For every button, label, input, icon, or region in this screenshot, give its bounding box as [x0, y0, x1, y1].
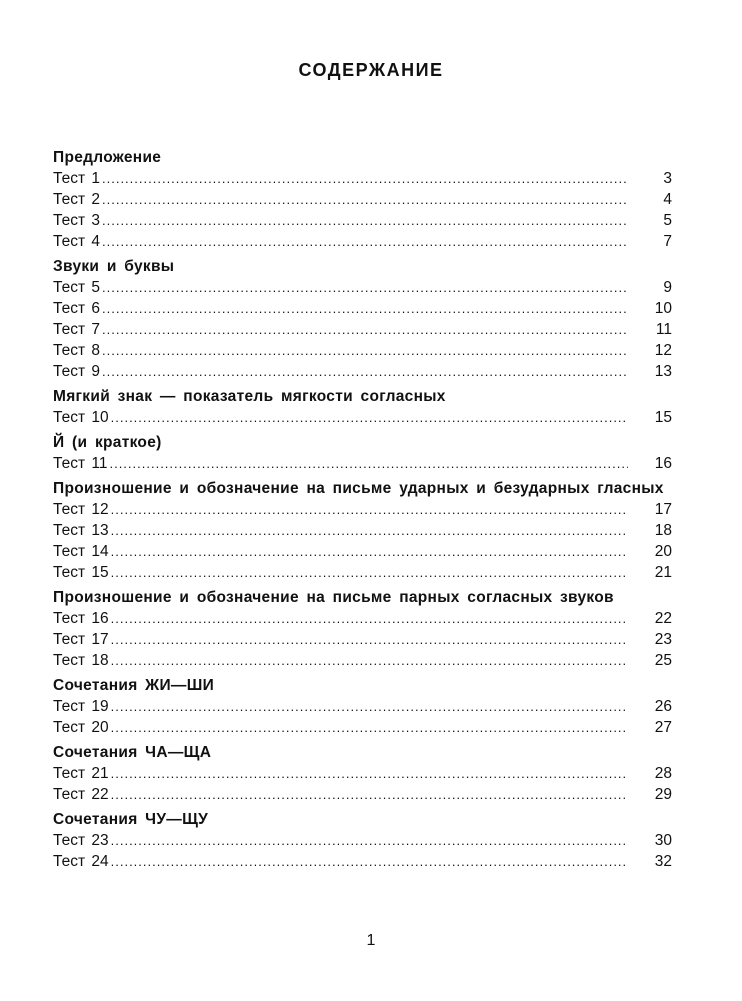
dot-leader	[102, 340, 628, 361]
toc-entry[interactable]	[53, 520, 672, 541]
entry-page-number: 21	[654, 564, 672, 581]
entry-label: Тест 16	[53, 610, 109, 627]
entry-page-number: 26	[654, 698, 672, 715]
dot-leader	[102, 168, 628, 189]
entry-label: Тест 5	[53, 279, 100, 296]
toc-entry[interactable]	[53, 717, 672, 738]
entry-page-number: 22	[654, 610, 672, 627]
section-title: Й (и краткое)	[53, 434, 162, 451]
toc-entry[interactable]	[53, 608, 672, 629]
dot-leader	[111, 650, 628, 671]
entry-label: Тест 4	[53, 233, 100, 250]
dot-leader	[102, 298, 628, 319]
dot-leader	[111, 830, 628, 851]
entry-label: Тест 13	[53, 522, 109, 539]
entry-page-number: 13	[654, 363, 672, 380]
dot-leader	[109, 453, 628, 474]
dot-leader	[111, 763, 628, 784]
entry-page-number: 5	[663, 212, 672, 229]
entry-label: Тест 10	[53, 409, 109, 426]
table-of-contents	[53, 147, 672, 876]
dot-leader	[102, 231, 628, 252]
entry-label: Тест 2	[53, 191, 100, 208]
dot-leader	[111, 520, 628, 541]
dot-leader	[111, 696, 628, 717]
dot-leader	[111, 784, 628, 805]
dot-leader	[102, 319, 628, 340]
entry-label: Тест 20	[53, 719, 109, 736]
dot-leader	[111, 499, 628, 520]
entry-page-number: 32	[654, 853, 672, 870]
entry-label: Тест 15	[53, 564, 109, 581]
toc-section	[53, 809, 672, 872]
toc-entry[interactable]	[53, 851, 672, 872]
entry-label: Тест 24	[53, 853, 109, 870]
toc-entry[interactable]	[53, 361, 672, 382]
dot-leader	[111, 717, 628, 738]
section-title: Звуки и буквы	[53, 258, 175, 275]
dot-leader	[111, 541, 628, 562]
entry-label: Тест 11	[53, 455, 108, 472]
entry-label: Тест 12	[53, 501, 109, 518]
entry-page-number: 4	[663, 191, 672, 208]
entry-label: Тест 1	[53, 170, 100, 187]
toc-entry[interactable]	[53, 319, 672, 340]
page-title: СОДЕРЖАНИЕ	[298, 60, 444, 80]
toc-section	[53, 587, 672, 671]
toc-entry[interactable]	[53, 407, 672, 428]
dot-leader	[102, 361, 628, 382]
toc-entry[interactable]	[53, 650, 672, 671]
entry-label: Тест 3	[53, 212, 100, 229]
dot-leader	[111, 562, 628, 583]
toc-entry[interactable]	[53, 784, 672, 805]
entry-page-number: 30	[654, 832, 672, 849]
section-title: Сочетания ЖИ—ШИ	[53, 677, 215, 694]
toc-section	[53, 432, 672, 474]
dot-leader	[111, 407, 628, 428]
toc-section	[53, 147, 672, 252]
section-title: Предложение	[53, 149, 162, 166]
entry-page-number: 12	[654, 342, 672, 359]
entry-label: Тест 8	[53, 342, 100, 359]
entry-page-number: 18	[654, 522, 672, 539]
toc-entry[interactable]	[53, 499, 672, 520]
entry-page-number: 28	[654, 765, 672, 782]
section-title: Произношение и обозначение на письме ударных и безударных гласных	[53, 480, 664, 497]
toc-section	[53, 478, 672, 583]
toc-entry[interactable]	[53, 696, 672, 717]
dot-leader	[111, 851, 628, 872]
toc-entry[interactable]	[53, 541, 672, 562]
entry-page-number: 16	[654, 455, 672, 472]
toc-entry[interactable]	[53, 763, 672, 784]
section-title: Сочетания ЧА—ЩА	[53, 744, 212, 761]
section-title: Сочетания ЧУ—ЩУ	[53, 811, 209, 828]
entry-label: Тест 19	[53, 698, 109, 715]
entry-label: Тест 9	[53, 363, 100, 380]
entry-page-number: 9	[663, 279, 672, 296]
entry-page-number: 17	[654, 501, 672, 518]
entry-page-number: 15	[654, 409, 672, 426]
entry-label: Тест 22	[53, 786, 109, 803]
entry-label: Тест 7	[53, 321, 100, 338]
entry-label: Тест 6	[53, 300, 100, 317]
toc-entry[interactable]	[53, 629, 672, 650]
toc-entry[interactable]	[53, 830, 672, 851]
toc-entry[interactable]	[53, 168, 672, 189]
entry-label: Тест 14	[53, 543, 109, 560]
toc-entry[interactable]	[53, 453, 672, 474]
toc-entry[interactable]	[53, 340, 672, 361]
entry-label: Тест 18	[53, 652, 109, 669]
entry-page-number: 10	[654, 300, 672, 317]
entry-page-number: 20	[654, 543, 672, 560]
entry-label: Тест 21	[53, 765, 109, 782]
entry-page-number: 25	[654, 652, 672, 669]
entry-page-number: 27	[654, 719, 672, 736]
toc-section	[53, 386, 672, 428]
dot-leader	[111, 629, 628, 650]
toc-entry[interactable]	[53, 189, 672, 210]
toc-entry[interactable]	[53, 231, 672, 252]
toc-entry[interactable]	[53, 210, 672, 231]
dot-leader	[102, 277, 628, 298]
dot-leader	[111, 608, 628, 629]
entry-page-number: 23	[654, 631, 672, 648]
entry-page-number: 29	[654, 786, 672, 803]
toc-entry[interactable]	[53, 562, 672, 583]
entry-label: Тест 17	[53, 631, 109, 648]
toc-section	[53, 675, 672, 738]
toc-entry[interactable]	[53, 277, 672, 298]
entry-label: Тест 23	[53, 832, 109, 849]
dot-leader	[102, 210, 628, 231]
page-number: 1	[366, 932, 376, 949]
entry-page-number: 11	[655, 321, 672, 338]
toc-entry[interactable]	[53, 298, 672, 319]
entry-page-number: 7	[663, 233, 672, 250]
dot-leader	[102, 189, 628, 210]
section-title: Мягкий знак — показатель мягкости согласных	[53, 388, 446, 405]
toc-section	[53, 256, 672, 382]
section-title: Произношение и обозначение на письме парных согласных звуков	[53, 589, 614, 606]
toc-section	[53, 742, 672, 805]
entry-page-number: 3	[663, 170, 672, 187]
